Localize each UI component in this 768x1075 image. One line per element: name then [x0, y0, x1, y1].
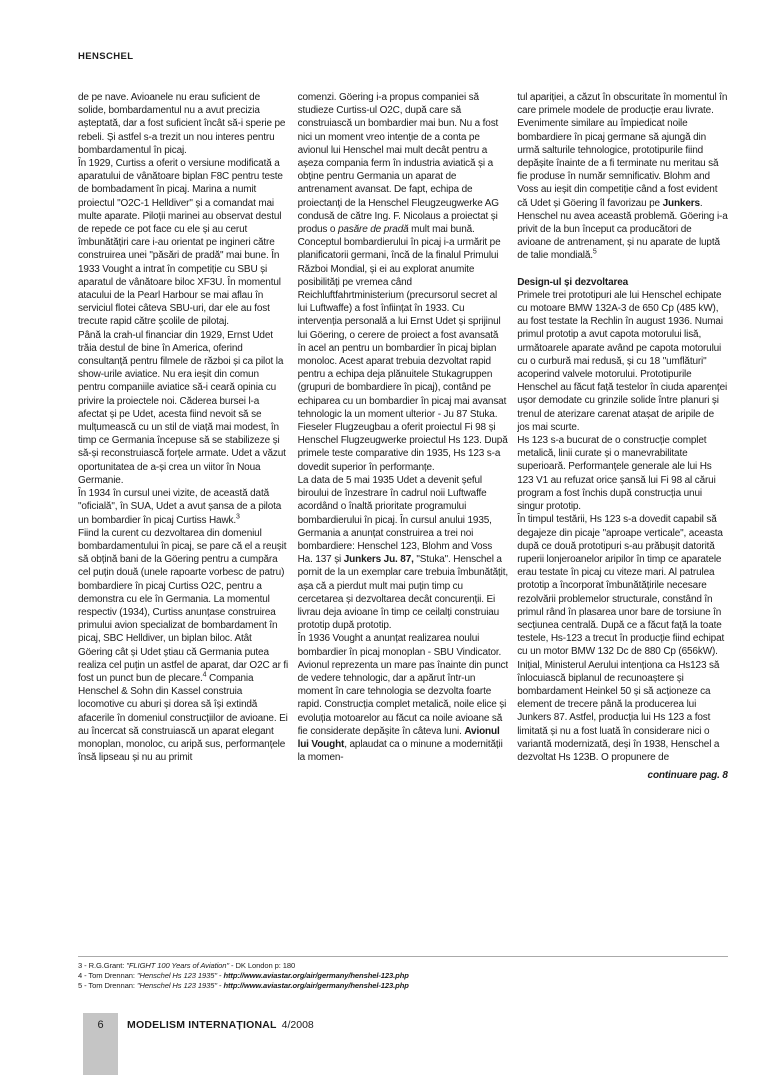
footnote-reference: 5	[592, 249, 597, 257]
paragraph: Primele trei prototipuri ale lui Henschel echipate cu motoare BMW 132A-3 de 650 Cp (485 kW), au fost testate la Rechlin în august 1936. Numai primul prototip a avut capota motorului lisă, următoarele aparate având pe capota motorului cu o curbură mai redusă, și cu 18 "umflături" acoperind valvele motorului. Prototipurile Henschel au făcut față testelor în ciuda aparenței ușor demodate cu grinzile solide între planuri și trenul de aterizare carenat atașat de aripile de jos mai scurte.	[517, 289, 728, 433]
paragraph: La data de 5 mai 1935 Udet a devenit șeful biroului de înzestrare în cadrul noii Luftwaffe acordând o înaltă prioritate programului bombardierului în picaj. În cursul anului 1935, Germania a anunțat construirea a trei noi bombardiere: Henschel 123, Blohm and Voss Ha. 137 și Junkers Ju. 87, "Stuka". Henschel a pornit de la un exemplar care trebuia îmbunătățit, așa că a pierdut mult mai puțin timp cu cercetarea și dezvoltarea decât concurenții. Ei livrau deja avioane în timp ce ceilalți construiau prototip după prototip.	[297, 474, 508, 632]
paragraph: În 1936 Vought a anunțat realizarea noului bombardier în picaj monoplan - SBU Vindicator. Avionul reprezenta un mare pas înainte din punct de vedere tehnologic, dar a apărut într-un moment în care tehnologia se dezvolta foarte rapid. Construcția complet metalică, noile elice și evoluția motoarelor au făcut ca noile avioane să fie considerate depășite în câteva luni. Avionul lui Vought, aplaudat ca o minune a modernității la momen-	[297, 633, 509, 764]
paragraph: comenzi. Göering i-a propus companiei să studieze Curtiss-ul O2C, după care să construiască un bombardier mai bun. Nu a fost nici un moment vreo intenție de a conta pe avionul lui Henschel mai mult decât pentru a așeza compania ferm în industria aviatică și a obține pentru Germania un aparat de antrenament avansat. De fapt, echipa de proiectanți de la Henschel Fleugzeugwerke AG condusă de către Ing. F. Nicolaus a proiectat și produs o pasăre de pradă mult mai bună.	[297, 92, 499, 236]
styled-text: http://www.aviastar.org/air/germany/henshel-123.php	[223, 981, 409, 990]
paragraph: În 1929, Curtiss a oferit o versiune modificată a aparatului de vânătoare biplan F8C pentru teste de bombadament în picaj. Marina a numit proiectul "O2C-1 Helldiver" și a comandat mai multe aparate. Piloții marinei au observat destul de repede ce pot face cu ele și au cerut îmbunătățiri care i-au orientat pe ingineri către construirea unei "păsări de pradă" mai bune. În 1933 Vought a intrat în competiție cu SBU și aparatul de vânătoare biloc XF3U. În momentul atacului de la Pearl Harbour se mai aflau în serviciul flotei câteva SBU-uri, dar ele au fost trecute rapid către școlile de pilotaj.	[78, 158, 283, 328]
styled-text: continuare pag. 8	[647, 770, 728, 782]
article-column-2	[298, 91, 509, 957]
magazine-title: MODELISM INTERNAȚIONAL	[127, 1019, 277, 1031]
article-column-3	[517, 91, 728, 957]
page-number-box	[83, 1013, 118, 1075]
article-columns	[78, 91, 728, 957]
paragraph: Fieseler Flugzeugbau a oferit proiectul Fi 98 și Henschel Flugzeugwerke proiectul Hs 123. După primele teste comparative din 1935, Hs 123 s-a dovedit superior în performanțe.	[297, 422, 508, 473]
footnote: 5 - Tom Drennan: "Henschel Hs 123 1935" - http://www.aviastar.org/air/germany/henshel-123.php	[78, 981, 409, 990]
styled-text: Junkers Ju. 87,	[343, 554, 414, 566]
styled-text: "Henschel Hs 123 1935"	[136, 981, 217, 990]
footnote: 3 - R.G.Grant: "FLIGHT 100 Years of Aviation" - DK London p: 180	[78, 961, 296, 970]
paragraph: Fiind la curent cu dezvoltarea din domeniul bombardamentului în picaj, se pare că el a reușit să obțină bani de la Göering pentru a cumpăra cel puțin două (unele rapoarte vorbesc de patru) bombardiere în picaj Curtiss O2C, pentru a demonstra cu ele în Germania. La momentul respectiv (1934), Curtiss anunțase construirea primului avion specializat de bombardament în picaj, SBC Helldiver, un biplan biloc. Atât Göering cât și Udet știau că Germania putea realiza cel puțin un astfel de aparat, dar O2C ar fi fost un punct bun de plecare.$^4$ Compania Henschel & Sohn din Kassel construia locomotive cu aburi și dorea să își extindă afacerile în domeniul construcțiilor de avioane. Ei au încercat să construiască un aparat elegant monoplan, monoloc, cu aripă sus, performanțele însă lipseau și nu au primit	[78, 527, 289, 764]
footer-line	[127, 1019, 314, 1031]
page-number: 6	[97, 1019, 104, 1031]
paragraph: Conceptul bombardierului în picaj i-a urmărit pe planificatorii germani, încă de la finalul Primului Război Mondial, și ei au explorat anumite posibilități pe vremea când Reichluftfahrtministerium (precursorul secret al lui Luftwaffe) a fost înființat în 1933. Cu intervenția personală a lui Ernst Udet și sprijinul lui Göering, o cerere de proiect a fost avansată în acel an pentru un bombardier în picaj biplan monoloc. Acest aparat trebuia dezvoltat rapid pentru a echipa deja plănuitele Stukagruppen (grupuri de bombardiere în picaj), contând pe echiparea cu un bombardier în picaj mai avansat tehnologic la un moment ulterior - Ju 87 Stuka.	[297, 237, 507, 420]
paragraph: Până la crah-ul financiar din 1929, Ernst Udet trăia destul de bine în America, oferind consultanță pentru filmele de război și ca pilot la show-urile aviatice. Nu era ieșit din comun pentru companiile aviatice să-i ceară opinia cu privire la proiectele noi. Căderea bursei l-a afectat și pe Udet, acesta fiind nevoit să se mulțumească cu un stil de viață mai modest, în timp ce Germania începuse să se stabilizeze și să-și reconstruiască forțele armate. Udet a văzut oportunitatea de a-și crea un viitor în Noua Germanie.	[78, 329, 286, 486]
styled-text: Avionul lui Vought	[297, 725, 500, 750]
paragraph: Hs 123 s-a bucurat de o construcție complet metalică, linii curate și o manevrabilitate superioară. Performanțele generale ale lui Hs 123 V1 au refuzat orice șansă lui Fi 98 al cărui program a fost închis după construcția unui singur prototip.	[517, 435, 716, 513]
styled-text: http://www.aviastar.org/air/germany/henshel-123.php	[223, 971, 409, 980]
section-heading: Design-ul și dezvoltarea	[517, 276, 629, 288]
issue-number: 4/2008	[281, 1019, 314, 1031]
paragraph: de pe nave. Avioanele nu erau suficient de solide, bombardamentul nu a avut precizia așteptată, dar a fost suficient încât să-i sperie pe rebeli. Și astfel s-a trezit un nou interes pentru bombardamentul în picaj.	[78, 92, 286, 156]
paragraph: Inițial, Ministerul Aerului intenționa ca Hs123 să înlocuiască biplanul de recunoaștere și bombardament Heinkel 50 și să acționeze ca element de trecere până la producerea lui Junkers 87. Astfel, producția lui Hs 123 a fost limitată și nu a fost luată în considerare nici o variantă modernizată, deși în 1938, Henschel a dezvoltat Hs 123B. O propunere de	[517, 659, 720, 763]
running-head: HENSCHEL	[78, 51, 134, 62]
paragraph: tul apariției, a căzut în obscuritate în momentul în care primele modele de producție erau livrate. Evenimente similare au împiedicat noile bombardiere în picaj germane să ajungă din urmă salturile tehnologice, prototipurile fiind depășite înainte de a fi terminate nu meritau să fie produse în număr semnificativ. Blohm and Voss au ieșit din competiție când a fost evident că Udet și Göering îl favorizau pe Junkers. Henschel nu avea această problemă. Göering i-a privit de la bun început ca producători de avioane de antrenament, și nu aparate de luptă de talie mondială.$^5$	[517, 92, 728, 262]
paragraph: În 1934 în cursul unei vizite, de această dată "oficială", în SUA, Udet a avut șansa de a pilota un bombardier în picaj Curtiss Hawk.$^3$	[78, 488, 282, 526]
styled-text: Junkers	[662, 197, 700, 209]
styled-text: pasăre de pradă	[337, 224, 409, 236]
styled-text: "Henschel Hs 123 1935"	[136, 971, 217, 980]
paragraph: În timpul testării, Hs 123 s-a dovedit capabil să degajeze din picaje "aproape verticale", aceasta după ce două prototipuri s-au prăbușit datorită ruperii lonjeroanelor aripilor în timp ce aparatele erau testate în picaj cu viteze mari. Al patrulea prototip a încorporat îmbunătățirile necesare rezolvării problemelor structurale, constând în primul rând în plasarea unor bare de torsiune în secțiunea centrală. După ce a făcut față la toate testele, Hs-123 a trecut în producție fiind echipat cu un motor BMW 132 Dc de 880 Cp (656kW).	[517, 514, 725, 658]
article-column-1	[78, 91, 289, 957]
footnotes	[78, 956, 728, 991]
footnote-reference: 4	[202, 671, 207, 679]
styled-text: "FLIGHT 100 Years of Aviation"	[126, 961, 230, 970]
paragraph	[517, 769, 728, 782]
footnote-reference: 3	[236, 513, 240, 521]
footnote: 4 - Tom Drennan: "Henschel Hs 123 1935" - http://www.aviastar.org/air/germany/henshel-123.php	[78, 971, 409, 980]
